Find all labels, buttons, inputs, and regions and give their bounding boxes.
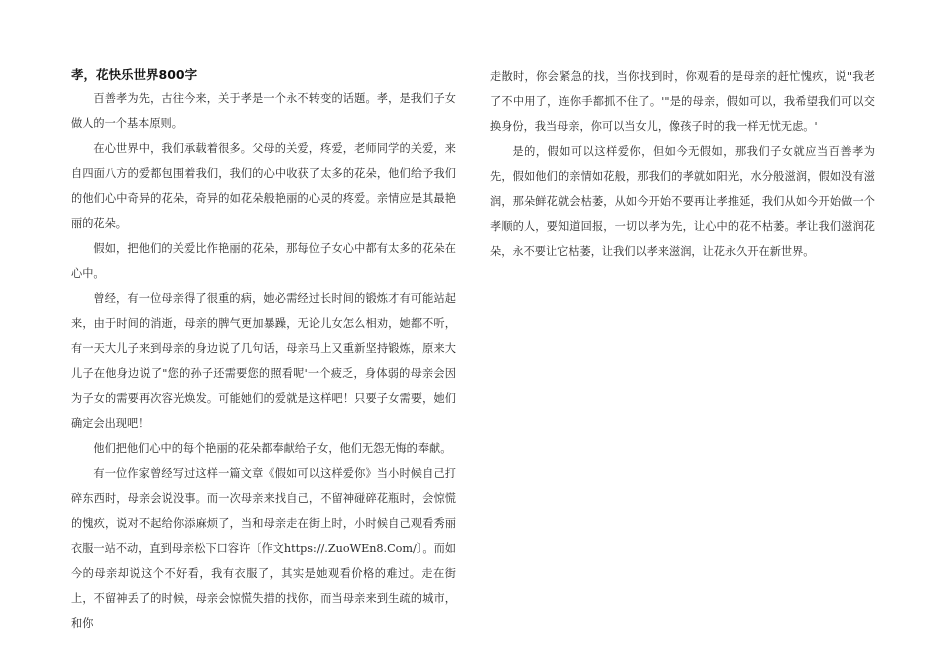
paragraph: 有一位作家曾经写过这样一篇文章《假如可以这样爱你》当小时候自己打碎东西时，母亲会说没事。而一次母亲来找自己，不留神碰碎花瓶时，会惊慌的愧疚，说对不起给你添麻烦了，当和母亲走在街上时，小时候自己观看秀丽衣服一站不动，直到母亲松下口容许〔作文https://.ZuoWEn8.Com/〕。而如今的母亲却说这个不好看，我有衣服了，其实是她观看价格的难过。走在街上，不留神丢了的时候，母亲会惊慌失措的找你，而当母亲来到生疏的城市，和你 (71, 467, 456, 630)
document-title: 孝，花快乐世界800字 (71, 67, 198, 82)
left-column (71, 64, 456, 636)
paragraph-continued: 走散时，你会紧急的找，当你找到时，你观看的是母亲的赶忙愧疚，说"我老了不中用了，连你手都抓不住了。'"是的母亲，假如可以，我希望我们可以交换身份，我当母亲，你可以当女儿，像孩子时的我一样无忧无虑。' (490, 70, 875, 133)
paragraph: 假如，把他们的关爱比作艳丽的花朵，那每位子女心中都有太多的花朵在心中。 (71, 242, 456, 280)
paragraph: 曾经，有一位母亲得了很重的病，她必需经过长时间的锻炼才有可能站起来，由于时间的消逝，母亲的脾气更加暴躁，无论儿女怎么相劝，她都不听，有一天大儿子来到母亲的身边说了几句话，母亲马上又重新坚持锻炼，原来大儿子在他身边说了"您的孙子还需要您的照看呢'一个疲乏，身体弱的母亲会因为子女的需要再次容光焕发。可能她们的爱就是这样吧！只要子女需要，她们确定会出现吧！ (71, 292, 456, 430)
paragraph: 是的，假如可以这样爱你，但如今无假如，那我们子女就应当百善孝为先，假如他们的亲情如花般，那我们的孝就如阳光，水分般滋润，假如没有滋润，那朵鲜花就会枯萎，从如今开始不要再让孝推延，我们从如今开始做一个孝顺的人，要知道回报，一切以孝为先，让心中的花不枯萎。孝让我们滋润花朵，永不要让它枯萎，让我们以孝来滋润，让花永久开在新世界。 (490, 145, 875, 258)
paragraph: 百善孝为先，古往今来，关于孝是一个永不转变的话题。孝，是我们子女做人的一个基本原则。 (71, 92, 456, 130)
right-column (490, 64, 875, 264)
paragraph: 他们把他们心中的每个艳丽的花朵都奉献给子女，他们无怨无悔的奉献。 (93, 442, 452, 455)
paragraph: 在心世界中，我们承载着很多。父母的关爱，疼爱，老师同学的关爱，来自四面八方的爱都包围着我们，我们的心中收获了太多的花朵，他们给予我们的他们心中奇异的花朵，奇异的如花朵般艳丽的心灵的疼爱。亲情应是其最艳丽的花朵。 (71, 142, 456, 230)
